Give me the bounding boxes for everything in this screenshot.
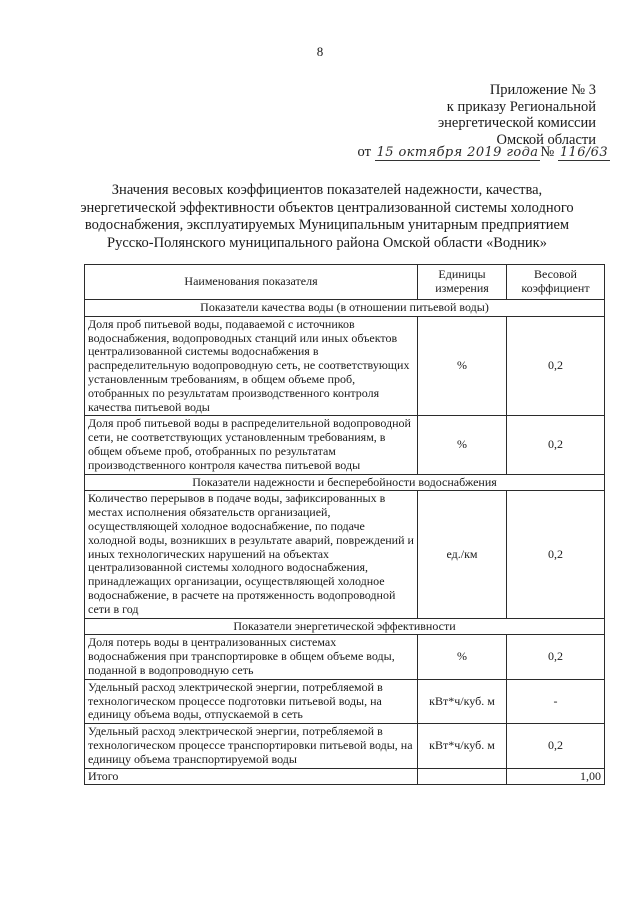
title-line: Значения весовых коэффициентов показателей надежности, качества,: [111, 182, 543, 198]
title-line: энергетической эффективности объектов централизованной системы холодного: [80, 199, 574, 216]
indicators-table: [84, 264, 605, 785]
indicator-weight: -: [507, 679, 605, 723]
section-title: Показатели качества воды (в отношении питьевой воды): [85, 300, 605, 317]
appendix-line: к приказу Региональной: [446, 98, 596, 115]
order-number: 116/63: [559, 145, 608, 160]
indicator-unit: %: [418, 316, 507, 416]
header-indicator-name: Наименования показателя: [85, 265, 418, 300]
appendix-block: [438, 82, 596, 148]
indicator-weight: 0,2: [507, 635, 605, 679]
indicator-unit: ед./км: [418, 491, 507, 618]
total-label: Итого: [85, 768, 418, 785]
indicator-weight: 0,2: [507, 416, 605, 474]
indicator-name: Доля проб питьевой воды, подаваемой с источников водоснабжения, водопроводных станций или иных объектов централизованной системы водоснабжения в распределительную водопроводную сеть, не соответствующих установленным требованиям, в общем объеме проб, отобранных по результатам производственного контроля качества питьевой воды: [85, 316, 418, 416]
indicator-unit: кВт*ч/куб. м: [418, 724, 507, 768]
section-row: [85, 300, 605, 317]
table-header-row: [85, 265, 605, 300]
header-unit: Единицы измерения: [418, 265, 507, 300]
page-number: 8: [316, 44, 324, 59]
total-unit: [418, 768, 507, 785]
table-row: [85, 491, 605, 618]
indicator-name: Количество перерывов в подаче воды, зафиксированных в местах исполнения обязательств организацией, осуществляющей холодное водоснабжение, по подаче холодной воды, возникших в результате аварий, повреждений и иных технологических нарушений на объектах централизованной системы холодного водоснабжения, принадлежащих организации, осуществляющей холодное водоснабжение, в расчете на протяженность водопроводной сети в год: [85, 491, 418, 618]
title-line: водоснабжения, эксплуатируемых Муниципальным унитарным предприятием: [84, 217, 570, 233]
appendix-line: энергетической комиссии: [437, 115, 596, 131]
table-row: [85, 724, 605, 768]
indicator-name: Удельный расход электрической энергии, потребляемой в технологическом процессе подготовки питьевой воды, на единицу объема воды, отпускаемой в сеть: [85, 679, 418, 723]
indicator-weight: 0,2: [507, 316, 605, 416]
indicator-weight: 0,2: [507, 724, 605, 768]
indicator-unit: %: [418, 635, 507, 679]
table-row: [85, 416, 605, 474]
section-title: Показатели надежности и бесперебойности водоснабжения: [85, 474, 605, 491]
section-title: Показатели энергетической эффективности: [85, 618, 605, 635]
title-line: Русско-Полянского муниципального района Омской области «Водник»: [107, 234, 547, 251]
indicator-unit: кВт*ч/куб. м: [418, 679, 507, 723]
header-weight: Весовой коэффициент: [507, 265, 605, 300]
table-row: [85, 679, 605, 723]
indicator-name: Удельный расход электрической энергии, потребляемой в технологическом процессе транспортировки питьевой воды, на единицу объема транспортируемой воды: [85, 724, 418, 768]
section-row: [85, 474, 605, 491]
order-reference: [358, 144, 610, 161]
order-prefix: от: [357, 144, 371, 160]
document-title: [72, 182, 582, 252]
indicator-name: Доля проб питьевой воды в распределительной водопроводной сети, не соответствующих установленным требованиям, в общем объеме проб, отобранных по результатам производственного контроля качества питьевой воды: [85, 416, 418, 474]
table-row: [85, 316, 605, 416]
indicator-unit: %: [418, 416, 507, 474]
appendix-line: Приложение № 3: [489, 82, 596, 98]
table-row: [85, 635, 605, 679]
indicator-name: Доля потерь воды в централизованных системах водоснабжения при транспортировке в общем объеме воды, поданной в водопроводную сеть: [85, 635, 418, 679]
section-row: [85, 618, 605, 635]
order-date: 15 октября 2019 года: [376, 145, 539, 160]
total-row: [85, 768, 605, 785]
indicator-weight: 0,2: [507, 491, 605, 618]
appendix-line: Омской области: [496, 131, 596, 148]
number-sign: №: [540, 144, 555, 160]
total-weight: 1,00: [507, 768, 605, 785]
